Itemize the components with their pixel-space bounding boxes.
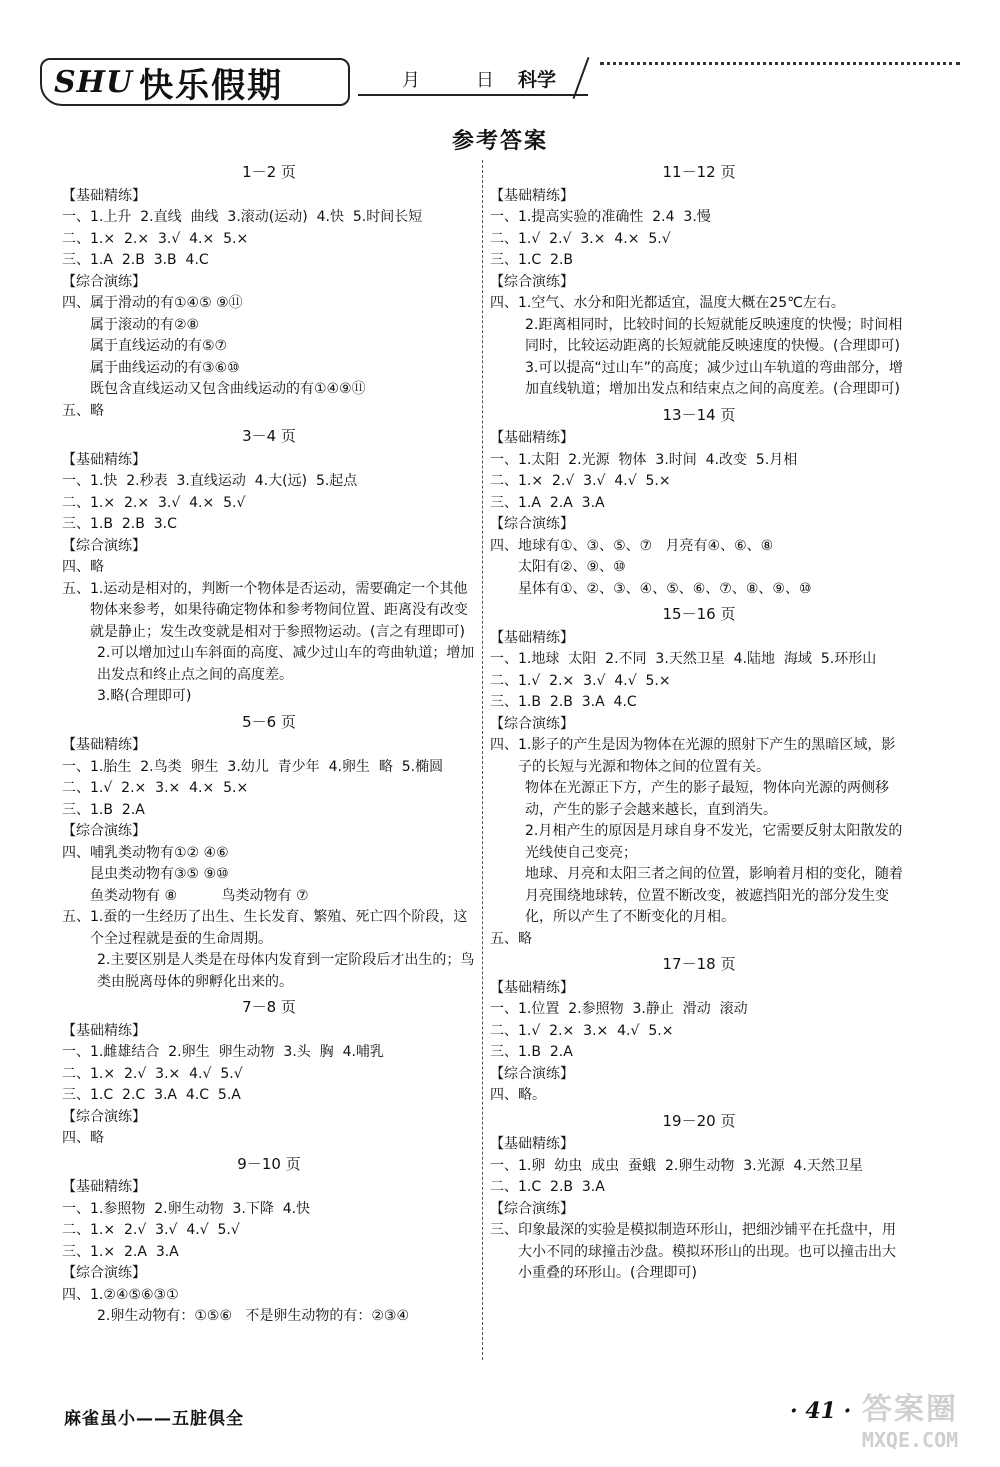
answer-line: 一、1.卵 幼虫 成虫 蚕蛾 2.卵生动物 3.光源 4.天然卫星 <box>490 1157 863 1174</box>
answer-line: 【基础精练】 <box>490 629 574 646</box>
section-title: 13－14 页 <box>662 405 736 424</box>
subject-label: 科学 <box>518 69 557 91</box>
answer-line: 昆虫类动物有③⑤ ⑨⑩ <box>90 866 229 882</box>
answer-line: 三、1.C 2.C 3.A 4.C 5.A <box>62 1087 241 1103</box>
section-title: 17－18 页 <box>662 955 736 973</box>
answer-line: 2.卵生动物有：①⑤⑥ 不是卵生动物的有：②③④ <box>97 1308 410 1324</box>
watermark-top: 答案圈 <box>862 1392 958 1427</box>
page-header <box>40 50 960 110</box>
section-title: 3－4 页 <box>242 427 296 445</box>
page-number: · 41 · <box>790 1398 852 1424</box>
answer-line: 二、1.× 2.× 3.√ 4.× 5.× <box>62 230 249 247</box>
answer-line: 【基础精练】 <box>62 451 146 468</box>
section-title: 19－20 页 <box>662 1111 736 1130</box>
answer-line: 三、1.B 2.A <box>62 801 145 818</box>
answer-line: 四、哺乳类动物有①② ④⑥ <box>62 844 229 861</box>
date-line <box>358 64 588 96</box>
answer-line: 既包含直线运动又包含曲线运动的有①④⑨⑪ <box>90 381 366 397</box>
answer-line: 【基础精练】 <box>490 187 574 204</box>
answer-line: 一、1.雌雄结合 2.卵生 卵生动物 3.头 胸 4.哺乳 <box>62 1044 384 1060</box>
answer-line: 鱼类动物有 ⑧ 鸟类动物有 ⑦ <box>90 887 309 904</box>
answer-line: 地球、月亮和太阳三者之间的位置，影响着月相的变化，随着月亮围绕地球转，位置不断改变，被遮挡阳光的部分发生变化，所以产生了不断变化的月相。 <box>525 866 903 925</box>
answer-line: 二、1.× 2.× 3.√ 4.× 5.√ <box>62 494 246 511</box>
answer-line: 【综合演练】 <box>490 516 574 532</box>
answer-line: 三、1.× 2.A 3.A <box>62 1243 179 1260</box>
right-column <box>490 158 908 1285</box>
logo-latin: SHU <box>54 64 134 100</box>
answer-line: 三、1.A 2.A 3.A <box>490 494 605 511</box>
section-title: 1－2 页 <box>242 163 296 181</box>
answer-line: 二、1.× 2.√ 3.√ 4.√ 5.× <box>490 473 671 489</box>
section-title: 7－8 页 <box>242 998 296 1016</box>
answer-line: 【综合演练】 <box>490 715 574 732</box>
column-divider <box>482 160 483 1360</box>
answer-line: 一、1.太阳 2.光源 物体 3.时间 4.改变 5.月相 <box>490 451 798 468</box>
answer-line: 一、1.位置 2.参照物 3.静止 滑动 滚动 <box>490 1001 748 1017</box>
footer-motto: 麻雀虽小——五脏俱全 <box>64 1409 244 1429</box>
answer-line: 四、略。 <box>490 1087 546 1103</box>
section-title: 15－16 页 <box>662 605 736 623</box>
answer-line: 一、1.上升 2.直线 曲线 3.滚动(运动) 4.快 5.时间长短 <box>62 209 423 225</box>
answer-line: 四、属于滑动的有①④⑤ ⑨⑪ <box>62 295 243 311</box>
answer-line: 二、1.√ 2.× 3.× 4.√ 5.× <box>490 1022 674 1039</box>
answer-line: 3.可以提高“过山车”的高度；减少过山车轨道的弯曲部分，增加直线轨道；增加出发点和结束点之间的高度差。(合理即可) <box>525 359 903 397</box>
answer-line: 二、1.√ 2.× 3.√ 4.√ 5.× <box>490 672 671 689</box>
answer-line: 属于直线运动的有⑤⑦ <box>90 338 228 354</box>
answer-line: 【综合演练】 <box>62 537 146 554</box>
answer-line: 一、1.胎生 2.鸟类 卵生 3.幼儿 青少年 4.卵生 略 5.椭圆 <box>62 758 444 775</box>
answer-line: 星体有①、②、③、④、⑤、⑥、⑦、⑧、⑨、⑩ <box>518 580 812 597</box>
section-title: 11－12 页 <box>662 163 736 181</box>
answer-line: 五、略 <box>490 930 532 947</box>
answer-line: 一、1.地球 太阳 2.不同 3.天然卫星 4.陆地 海域 5.环形山 <box>490 651 877 667</box>
header-dots <box>600 62 960 65</box>
logo <box>40 58 350 106</box>
answer-line: 二、1.× 2.√ 3.√ 4.√ 5.√ <box>62 1222 240 1238</box>
answer-line: 【基础精练】 <box>62 1179 146 1195</box>
left-column <box>62 158 476 1328</box>
answer-line: 四、地球有①、③、⑤、⑦ 月亮有④、⑥、⑧ <box>490 537 774 554</box>
answer-line: 2.主要区别是人类是在母体内发育到一定阶段后才出生的；鸟类由脱离母体的卵孵化出来的。 <box>97 952 475 990</box>
day-label: 日 <box>476 70 494 91</box>
watermark-bottom: MXQE.COM <box>861 1428 959 1452</box>
answer-line: 三、印象最深的实验是模拟制造环形山，把细沙铺平在托盘中，用大小不同的球撞击沙盘。模拟环形山的出现。也可以撞击出大小重叠的环形山。(合理即可) <box>490 1222 896 1281</box>
answer-line: 三、1.B 2.A <box>490 1044 573 1060</box>
answer-line: 【综合演练】 <box>62 273 146 290</box>
answer-line: 四、1.空气、水分和阳光都适宜，温度大概在25℃左右。 <box>490 295 845 311</box>
answer-line: 二、1.× 2.√ 3.× 4.√ 5.√ <box>62 1065 243 1082</box>
answer-line: 四、1.影子的产生是因为物体在光源的照射下产生的黑暗区域，影子的长短与光源和物体之间的位置有关。 <box>490 737 896 775</box>
page-title: 参考答案 <box>451 129 548 154</box>
answer-line: 【综合演练】 <box>490 273 574 290</box>
answer-line: 一、1.提高实验的准确性 2.4 3.慢 <box>490 209 711 225</box>
answer-line: 一、1.参照物 2.卵生动物 3.下降 4.快 <box>62 1200 311 1217</box>
answer-line: 二、1.√ 2.√ 3.× 4.× 5.√ <box>490 230 671 247</box>
answer-line: 四、略 <box>62 1130 104 1146</box>
answer-line: 物体在光源正下方，产生的影子最短，物体向光源的两侧移动，产生的影子会越来越长，直到消失。 <box>525 780 889 818</box>
answer-line: 【基础精练】 <box>490 1136 574 1152</box>
section-title: 9－10 页 <box>237 1154 301 1173</box>
answer-line: 属于滚动的有②⑧ <box>90 316 200 333</box>
answer-line: 3.略(合理即可) <box>97 688 192 704</box>
answer-line: 【综合演练】 <box>490 1200 574 1217</box>
answer-line: 四、略 <box>62 559 104 575</box>
answer-line: 五、略 <box>62 402 104 419</box>
answer-line: 【基础精练】 <box>490 430 574 446</box>
answer-line: 五、1.运动是相对的，判断一个物体是否运动，需要确定一个其他物体来参考，如果待确定物体和参考物间位置、距离没有改变就是静止；发生改变就是相对于参照物运动。(言之有理即可) <box>62 580 468 640</box>
answer-line: 五、1.蚕的一生经历了出生、生长发育、繁殖、死亡四个阶段，这个全过程就是蚕的生命周期。 <box>62 909 468 947</box>
answer-line: 三、1.C 2.B <box>490 252 573 268</box>
answer-line: 【综合演练】 <box>62 1108 146 1125</box>
answer-line: 【基础精练】 <box>62 187 146 204</box>
answer-line: 四、1.②④⑤⑥③① <box>62 1286 179 1303</box>
answer-line: 【基础精练】 <box>62 737 146 753</box>
month-label: 月 <box>402 70 420 91</box>
section-title: 5－6 页 <box>242 712 296 731</box>
answer-line: 【综合演练】 <box>62 1265 146 1281</box>
answer-line: 【综合演练】 <box>490 1065 574 1082</box>
answer-line: 三、1.B 2.B 3.A 4.C <box>490 694 637 710</box>
answer-line: 三、1.A 2.B 3.B 4.C <box>62 252 209 268</box>
answer-line: 【综合演练】 <box>62 823 146 839</box>
answer-line: 一、1.快 2.秒表 3.直线运动 4.大(远) 5.起点 <box>62 473 358 489</box>
watermark <box>840 1392 980 1459</box>
answer-line: 属于曲线运动的有③⑥⑩ <box>90 359 240 376</box>
answer-line: 2.可以增加过山车斜面的高度、减少过山车的弯曲轨道；增加出发点和终止点之间的高度差。 <box>97 645 475 683</box>
answer-line: 二、1.C 2.B 3.A <box>490 1179 605 1195</box>
answer-line: 三、1.B 2.B 3.C <box>62 516 177 532</box>
answer-line: 2.距离相同时，比较时间的长短就能反映速度的快慢；时间相同时，比较运动距离的长短就能反映速度的快慢。(合理即可) <box>525 316 903 354</box>
answer-line: 2.月相产生的原因是月球自身不发光，它需要反射太阳散发的光线使自己变亮； <box>525 823 903 861</box>
answer-line: 二、1.√ 2.× 3.× 4.× 5.× <box>62 780 249 796</box>
answer-line: 太阳有②、⑨、⑩ <box>518 559 626 575</box>
answer-line: 【基础精练】 <box>490 979 574 996</box>
logo-title: 快乐假期 <box>139 65 284 106</box>
answer-line: 【基础精练】 <box>62 1022 146 1039</box>
